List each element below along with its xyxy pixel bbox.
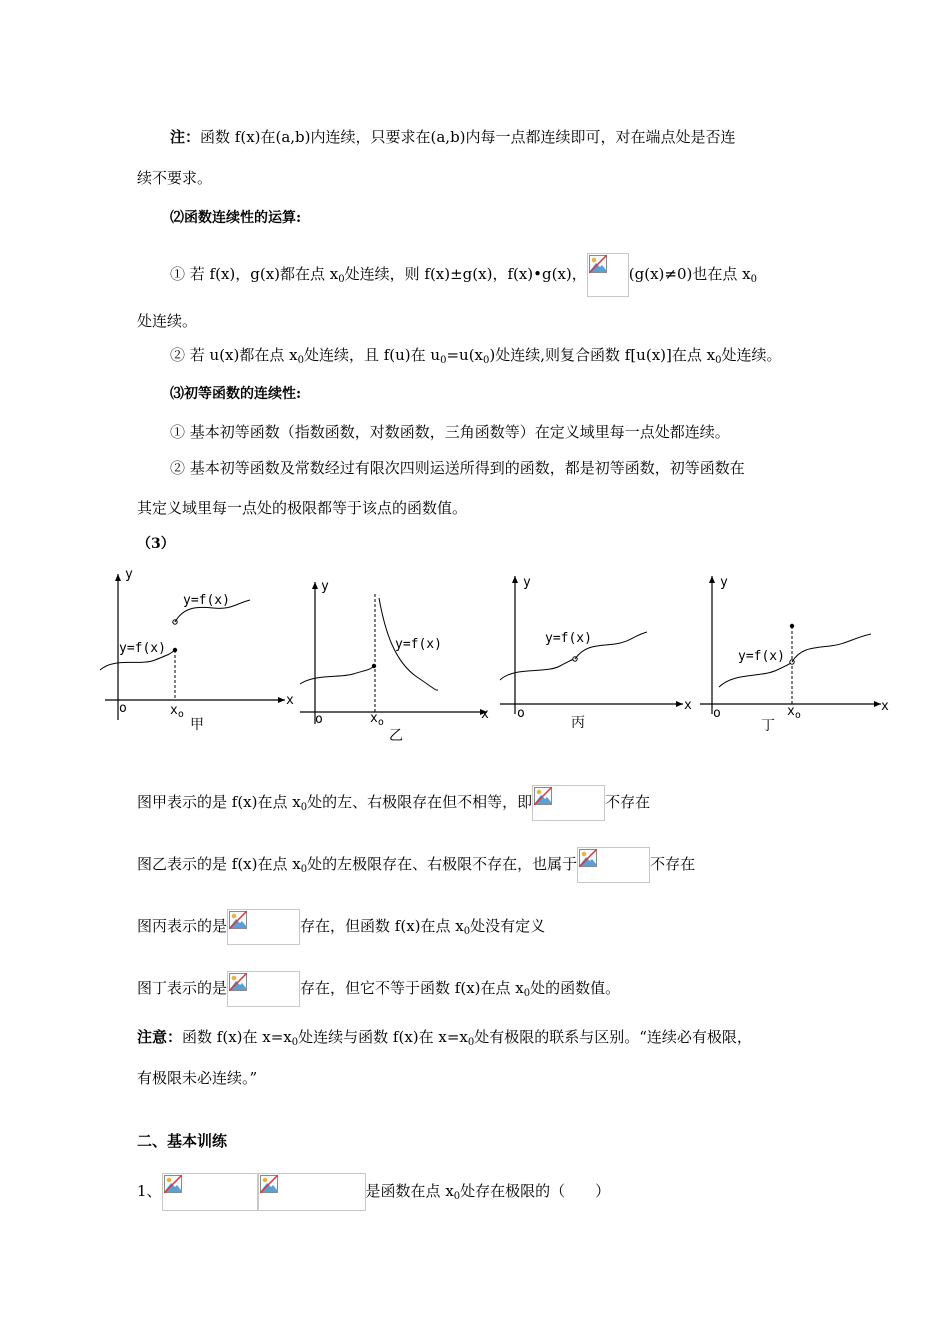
broken-image-icon [579, 849, 597, 867]
graph-bing-y-label: y [523, 575, 531, 590]
graph-ding-x-label: x [881, 699, 889, 714]
rule-1-line2: 处连续。 [137, 312, 198, 330]
elementary-rule-2-line1: ② 基本初等函数及常数经过有限次四则运送所得到的函数，都是初等函数，初等函数在 [170, 459, 745, 477]
attention-label: 注意： [137, 1028, 183, 1046]
note-paragraph-line2: 续不要求。 [137, 169, 213, 187]
graph-jia-caption: 甲 [190, 717, 204, 733]
graph-jia-label-upper: y=f(x) [183, 593, 230, 608]
graph-ding-origin: o [713, 706, 721, 721]
graph-ding-caption: 丁 [761, 718, 775, 734]
section-title-continuity-operations: ⑵函数连续性的运算: [170, 210, 302, 226]
formula-image-placeholder [577, 847, 650, 883]
graph-bing-caption: 丙 [571, 715, 585, 731]
elementary-rule-2-line2: 其定义域里每一点处的极限都等于该点的函数值。 [137, 499, 468, 517]
broken-image-icon [260, 1175, 278, 1193]
broken-image-icon [229, 973, 247, 991]
discontinuity-graphs [95, 562, 895, 742]
rule-2: ② 若 u(x)都在点 $x_0$处连续，且 f(u)在 $u_0=u(x_0)$处连续,则复合函数 f[u(x)]在点 $x_0$处连续。 [170, 346, 782, 366]
graph-yi [300, 579, 489, 742]
graph-yi-solid-point [372, 664, 376, 668]
attention-line2: 有极限未必连续。” [137, 1069, 258, 1087]
description-ding: 图丁表示的是 存在，但它不等于函数 f(x)在点 $x_0$处的函数值。 [137, 971, 620, 1007]
rule-1-line1: ① 若 f(x)，g(x)都在点 $x_0$处连续，则 f(x)±g(x)，f(x)•g(x)， (g(x)≠0)也在点 $x_0$ [170, 253, 757, 297]
formula-image-placeholder [227, 909, 300, 945]
part-3-label: （3） [137, 536, 175, 552]
section-heading-basic-training: 二、基本训练 [137, 1132, 228, 1150]
note-label: 注： [170, 128, 201, 146]
graph-bing-label: y=f(x) [545, 631, 592, 646]
graph-yi-label: y=f(x) [395, 637, 442, 652]
note-text: 函数 f(x)在(a,b)内连续，只要求在(a,b)内每一点都连续即可，对在端点处是否连 [200, 128, 736, 146]
section-title-elementary-continuity: ⑶初等函数的连续性: [170, 386, 302, 402]
graph-bing [500, 575, 692, 731]
graph-ding [700, 575, 889, 734]
elementary-rule-1: ① 基本初等函数（指数函数，对数函数，三角函数等）在定义域里每一点处都连续。 [170, 423, 730, 441]
graph-bing-left-curve [500, 659, 575, 680]
graph-ding-left-curve [719, 662, 792, 687]
graph-yi-caption: 乙 [389, 728, 403, 742]
graph-ding-right-curve [792, 634, 871, 662]
description-yi: 图乙表示的是 f(x)在点 $x_0$处的左极限存在、右极限不存在，也属于 不存在 [137, 847, 695, 883]
broken-image-icon [229, 911, 247, 929]
graph-jia-origin: o [119, 701, 127, 716]
graph-yi-origin: o [315, 712, 323, 727]
graph-yi-x0-label: $x_o$ [370, 711, 384, 728]
broken-image-icon [534, 787, 552, 805]
graph-ding-label: y=f(x) [738, 649, 785, 664]
graph-ding-x0-label: $x_o$ [787, 704, 801, 721]
graph-jia-y-label: y [125, 567, 133, 582]
question-1: 1、 是函数在点 $x_0$处存在极限的（ ） [137, 1173, 610, 1211]
graph-bing-x-label: x [684, 698, 692, 713]
graph-yi-y-label: y [321, 579, 329, 594]
broken-image-icon [164, 1175, 182, 1193]
formula-image-placeholder [587, 253, 629, 297]
description-jia: 图甲表示的是 f(x)在点 $x_0$处的左、右极限存在但不相等，即 不存在 [137, 785, 650, 821]
graph-bing-origin: o [517, 706, 525, 721]
broken-image-icon [589, 255, 607, 273]
graph-yi-x-label: x [481, 707, 489, 722]
graph-jia-label-lower: y=f(x) [119, 641, 166, 656]
formula-image-placeholder [532, 785, 605, 821]
graph-jia-x0-label: $x_o$ [170, 703, 184, 720]
graph-jia-solid-point [173, 648, 177, 652]
formula-image-placeholder [162, 1173, 258, 1211]
graph-jia-x-label: x [286, 693, 294, 708]
formula-image-placeholder [258, 1173, 366, 1211]
graph-ding-defined-point [790, 624, 794, 628]
note-paragraph-line1 [170, 127, 736, 147]
graph-jia [100, 567, 294, 733]
formula-image-placeholder [227, 971, 300, 1007]
graph-ding-y-label: y [720, 575, 728, 590]
question-number: 1、 [137, 1182, 162, 1200]
graph-yi-left-curve [300, 666, 374, 684]
description-bing: 图丙表示的是 存在，但函数 f(x)在点 $x_0$处没有定义 [137, 909, 545, 945]
attention-line1: 注意：函数 f(x)在 $x=x_0$处连续与函数 f(x)在 $x=x_0$处有极限的联系与区别。“连续必有极限， [137, 1028, 752, 1048]
